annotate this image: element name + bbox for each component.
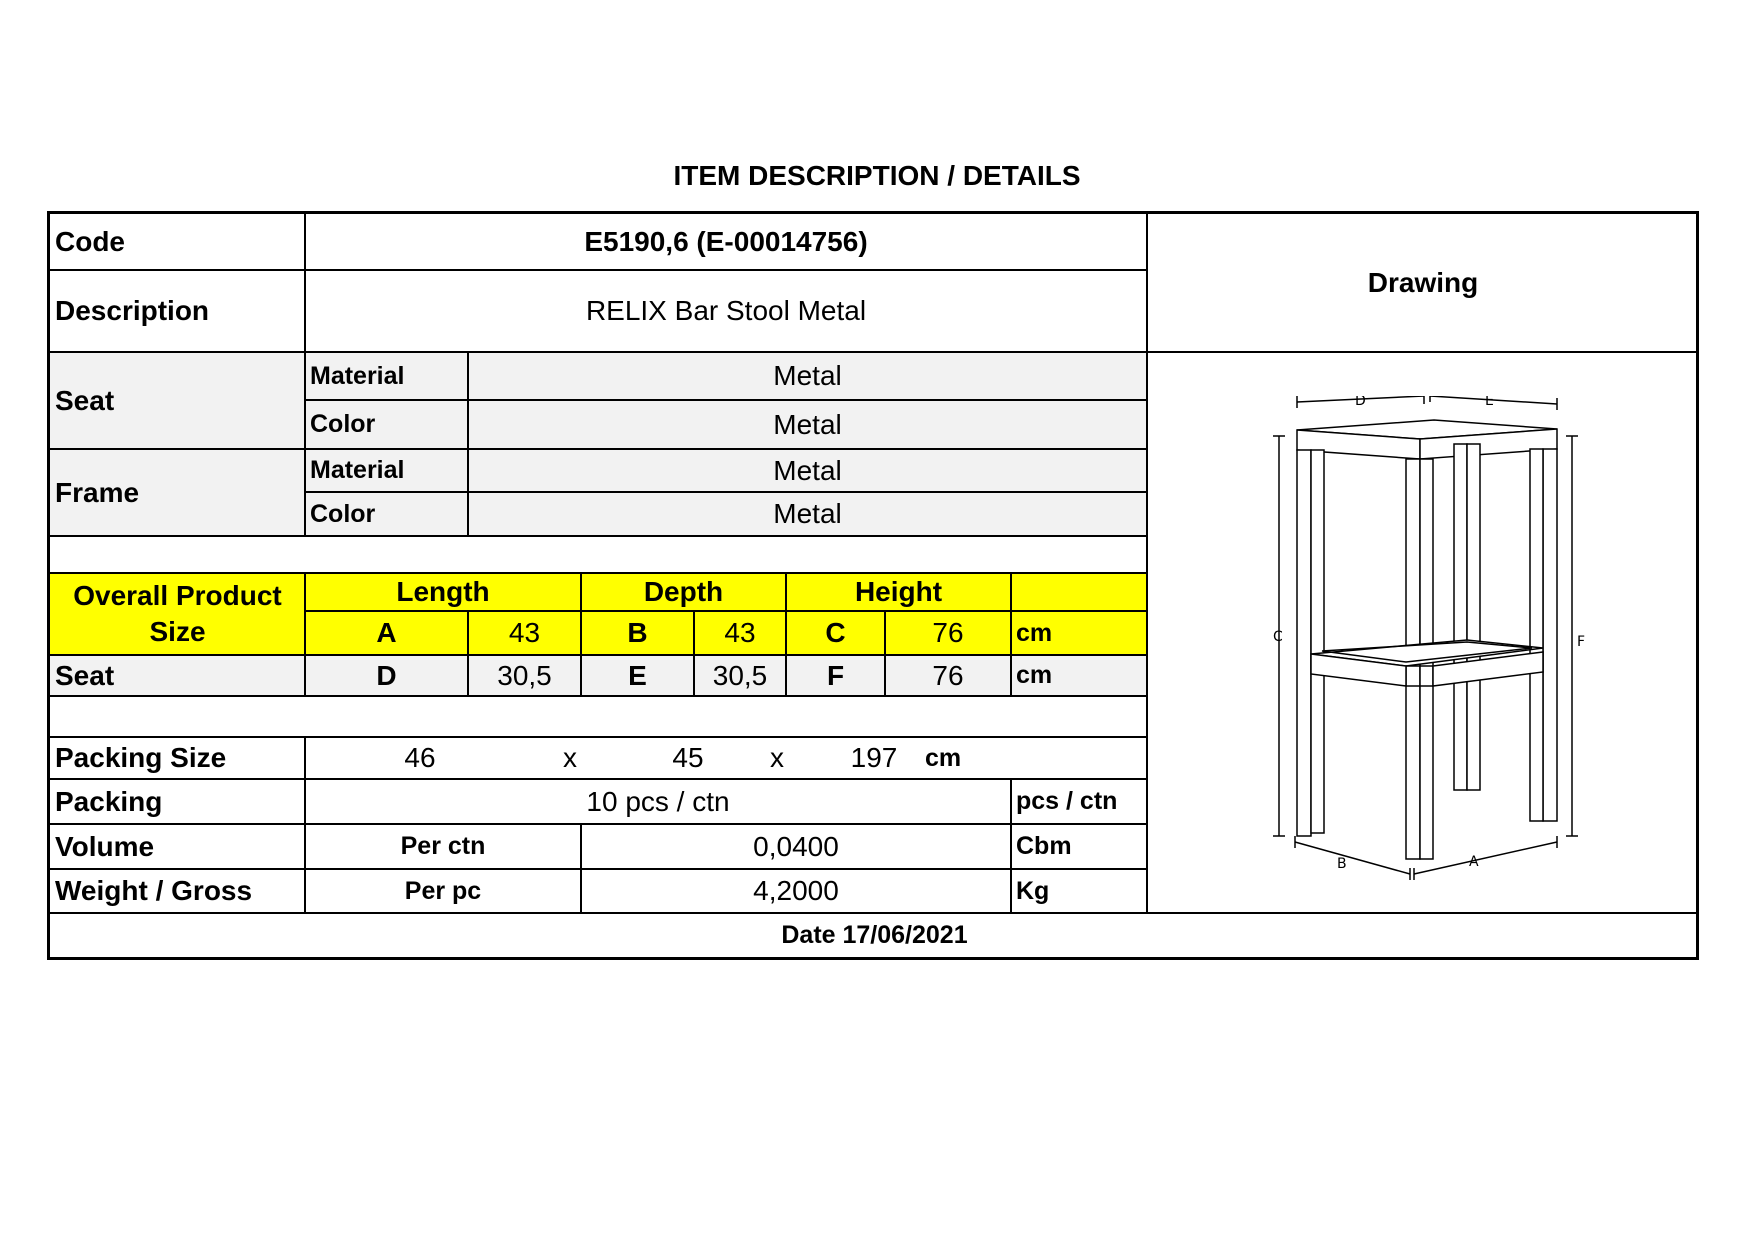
packing-size-x2: x (770, 742, 784, 773)
dimension-f-label: F (1577, 634, 1586, 650)
column-divider (693, 610, 695, 696)
weight-value: 4,2000 (753, 875, 839, 906)
overall-unit: cm (1016, 618, 1053, 647)
seat-e-letter: E (628, 659, 647, 691)
weight-label: Weight / Gross (55, 875, 253, 906)
column-divider (304, 214, 306, 536)
code-value: E5190,6 (E-00014756) (584, 226, 868, 257)
row-divider (50, 868, 1147, 870)
dimension-d-label: D (1355, 396, 1366, 409)
volume-basis: Per ctn (400, 832, 486, 860)
seat-label: Seat (55, 384, 115, 416)
column-divider (580, 572, 582, 696)
length-heading: Length (396, 576, 490, 607)
column-divider (304, 572, 306, 696)
frame-color-label: Color (310, 499, 376, 528)
drawing-heading: Drawing (1367, 267, 1479, 298)
packing-size-length: 46 (404, 742, 436, 773)
frame-color-value: Metal (773, 498, 842, 529)
column-divider (467, 352, 469, 536)
length-letter: A (376, 617, 397, 648)
row-divider (50, 535, 1147, 537)
depth-value: 43 (724, 617, 756, 648)
row-divider (50, 351, 1699, 353)
seat-f-letter: F (826, 659, 845, 691)
row-divider (305, 491, 1147, 493)
row-divider (305, 610, 1147, 612)
frame-material-label: Material (310, 456, 405, 484)
seat-material-label: Material (310, 361, 405, 390)
date-footer: Date 17/06/2021 (781, 920, 968, 949)
description-value: RELIX Bar Stool Metal (585, 295, 867, 326)
seat-size-label: Seat (55, 659, 115, 691)
column-divider (304, 736, 306, 913)
column-divider (785, 572, 787, 696)
packing-size-unit: cm (925, 743, 962, 772)
height-letter: C (825, 617, 846, 648)
row-divider (50, 823, 1147, 825)
column-divider (884, 610, 886, 696)
seat-d-letter: D (376, 659, 397, 691)
description-label: Description (55, 295, 210, 326)
height-value: 76 (932, 617, 964, 648)
seat-d-value: 30,5 (497, 659, 552, 691)
row-divider (305, 399, 1147, 401)
length-value: 43 (508, 617, 541, 648)
packing-size-width: 45 (672, 742, 704, 773)
column-divider (580, 823, 582, 913)
row-divider (50, 778, 1147, 780)
seat-size-unit: cm (1016, 661, 1053, 689)
dimension-b-label: B (1337, 856, 1347, 872)
dimension-c-label: C (1273, 629, 1283, 645)
packing-size-x1: x (563, 742, 577, 773)
row-divider (50, 654, 1147, 656)
dimension-a-label: A (1469, 854, 1479, 870)
volume-label: Volume (55, 830, 155, 862)
bar-stool-drawing (1247, 396, 1587, 916)
column-divider (1010, 778, 1012, 913)
code-label: Code (55, 226, 125, 257)
frame-label: Frame (55, 476, 140, 508)
row-divider (50, 736, 1147, 738)
page-title: ITEM DESCRIPTION / DETAILS (673, 160, 1081, 191)
packing-size-height: 197 (850, 742, 898, 773)
weight-basis: Per pc (404, 876, 482, 905)
row-divider (50, 448, 1147, 450)
seat-f-value: 76 (932, 659, 964, 691)
column-divider (1146, 214, 1148, 913)
frame-material-value: Metal (773, 454, 842, 486)
weight-unit: Kg (1016, 876, 1050, 905)
row-divider (50, 572, 1147, 574)
packing-unit: pcs / ctn (1016, 787, 1118, 815)
depth-letter: B (627, 617, 648, 648)
packing-size-label: Packing Size (55, 742, 227, 773)
column-divider (467, 610, 469, 696)
seat-e-value: 30,5 (712, 659, 768, 691)
volume-unit: Cbm (1016, 832, 1072, 860)
overall-size-label: Overall Product Size (73, 580, 282, 647)
depth-heading: Depth (643, 576, 724, 607)
seat-material-value: Metal (773, 360, 842, 391)
row-divider (50, 269, 1147, 271)
height-heading: Height (854, 576, 943, 607)
column-divider (1010, 572, 1012, 696)
volume-value: 0,0400 (753, 830, 839, 862)
row-divider (50, 695, 1147, 697)
seat-color-label: Color (310, 410, 376, 438)
packing-value: 10 pcs / ctn (586, 785, 730, 817)
dimension-e-label: E (1485, 396, 1494, 409)
packing-label: Packing (55, 785, 163, 817)
seat-color-value: Metal (773, 408, 842, 440)
